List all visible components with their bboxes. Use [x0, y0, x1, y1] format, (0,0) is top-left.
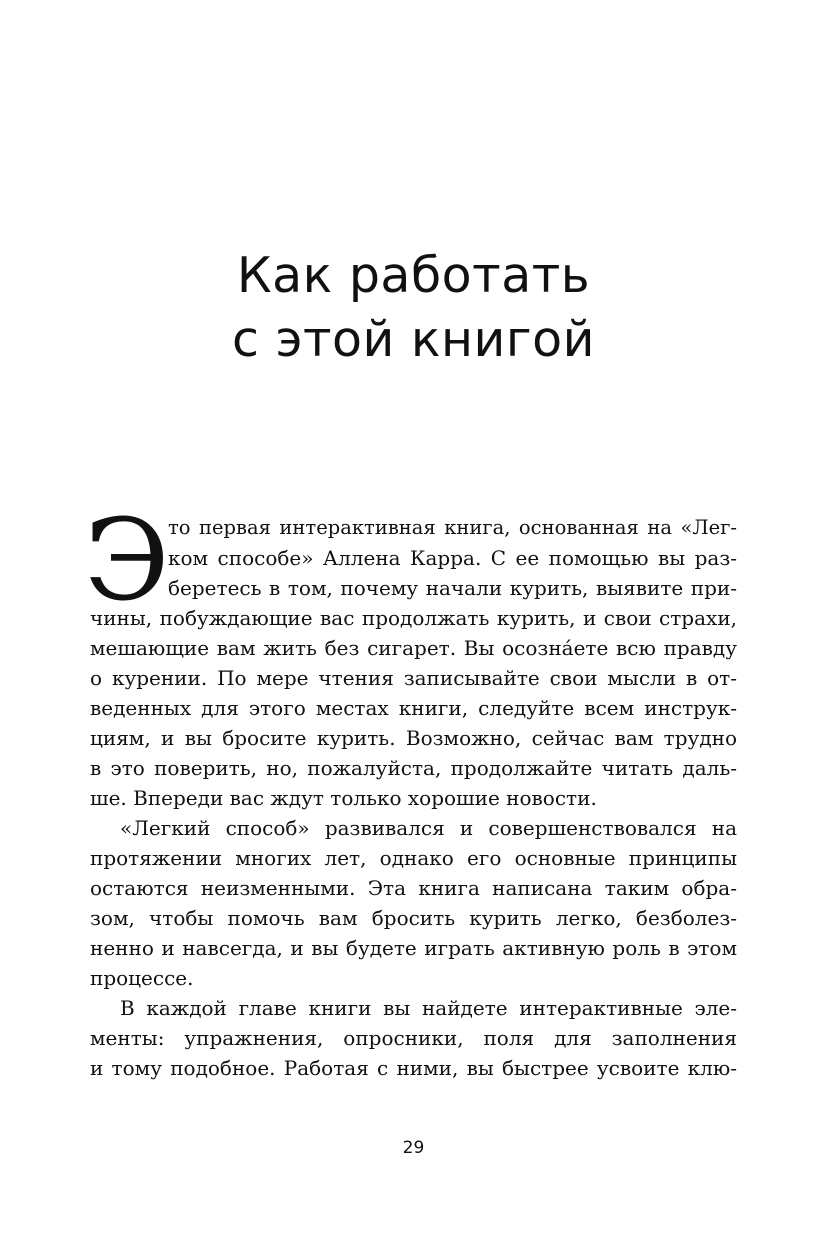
text-line: о курении. По мере чтения записывайте свои мысли в от-	[90, 666, 737, 690]
chapter-title	[90, 244, 737, 372]
text-line: то первая интерактивная книга, основанная на «Лег-	[168, 516, 737, 539]
text-line: ненно и навсегда, и вы будете играть активную роль в этом	[90, 936, 737, 960]
text-line: в это поверить, но, пожалуйста, продолжайте читать даль-	[90, 756, 737, 780]
text-line: процессе.	[90, 966, 194, 990]
text-line: веденных для этого местах книги, следуйте всем инструк-	[90, 696, 737, 720]
chapter-title-line: Как работать	[236, 247, 591, 304]
text-line: остаются неизменными. Эта книга написана таким обра-	[90, 876, 737, 900]
text-line: В каждой главе книги вы найдете интерактивные эле-	[120, 996, 737, 1020]
text-line: ком способе» Аллена Карра. С ее помощью вы раз-	[168, 546, 737, 570]
drop-cap: Э	[84, 496, 170, 626]
text-line: ше. Впереди вас ждут только хорошие новости.	[90, 786, 597, 810]
chapter-title-line: с этой книгой	[232, 311, 595, 368]
text-line: протяжении многих лет, однако его основные принципы	[90, 846, 737, 870]
text-line: циям, и вы бросите курить. Возможно, сейчас вам трудно	[90, 726, 737, 750]
chapter-body	[84, 496, 737, 1083]
text-line: беретесь в том, почему начали курить, выявите при-	[168, 576, 737, 600]
text-line: «Легкий способ» развивался и совершенствовался на	[120, 816, 737, 840]
page-number: 29	[402, 1138, 425, 1158]
text-line: зом, чтобы помочь вам бросить курить легко, безболез-	[90, 906, 737, 930]
text-line: мешающие вам жить без сигарет. Вы осозна́ете всю правду	[90, 636, 737, 660]
text-line: чины, побуждающие вас продолжать курить, и свои страхи,	[90, 606, 737, 630]
text-line: и тому подобное. Работая с ними, вы быстрее усвоите клю-	[90, 1056, 737, 1080]
text-line: менты: упражнения, опросники, поля для заполнения	[90, 1026, 737, 1050]
